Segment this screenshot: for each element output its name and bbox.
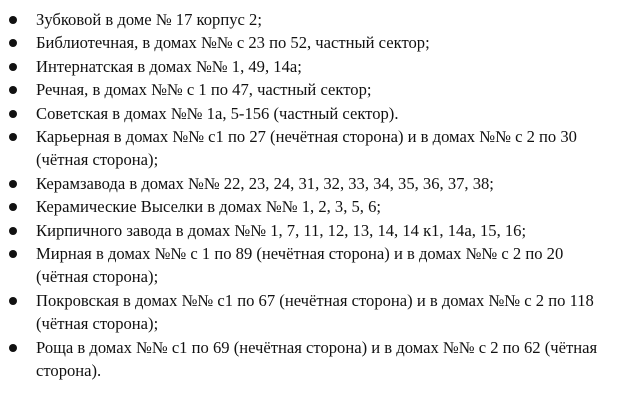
list-item-text: Керамзавода в домах №№ 22, 23, 24, 31, 32, 33, 34, 35, 36, 37, 38; xyxy=(36,173,494,193)
list-item xyxy=(0,336,620,383)
list-item xyxy=(0,125,620,172)
list-item-text: Речная, в домах №№ с 1 по 47, частный сектор; xyxy=(36,80,372,100)
list-item xyxy=(0,55,620,78)
list-item-text: Кирпичного завода в домах №№ 1, 7, 11, 12, 13, 14, 14 к1, 14а, 15, 16; xyxy=(36,220,527,240)
list-item xyxy=(0,219,620,242)
list-item xyxy=(0,289,620,336)
list-item-text: Керамические Выселки в домах №№ 1, 2, 3, 5, 6; xyxy=(36,197,382,217)
list-item-text: Библиотечная, в домах №№ с 23 по 52, частный сектор; xyxy=(36,33,430,53)
bullet-icon xyxy=(9,344,17,352)
bullet-icon xyxy=(9,133,17,141)
bullet-icon xyxy=(9,227,17,235)
list-item xyxy=(0,102,620,125)
bullet-icon xyxy=(9,63,17,71)
bullet-icon xyxy=(9,86,17,94)
bullet-icon xyxy=(9,110,17,118)
list-item-text: Интернатская в домах №№ 1, 49, 14а; xyxy=(36,56,302,76)
list-item xyxy=(0,195,620,218)
bullet-icon xyxy=(9,180,17,188)
list-item xyxy=(0,242,620,289)
bullet-icon xyxy=(9,203,17,211)
list-item-text: Роща в домах №№ с1 по 69 (нечётная сторона) и в домах №№ с 2 по 62 (чётная сторона). xyxy=(36,337,598,381)
bullet-icon xyxy=(9,250,17,258)
list-item-text: Зубковой в доме № 17 корпус 2; xyxy=(36,10,262,29)
bullet-icon xyxy=(9,297,17,305)
bullet-icon xyxy=(9,16,17,24)
list-item xyxy=(0,31,620,54)
list-item-text: Мирная в домах №№ с 1 по 89 (нечётная сторона) и в домах №№ с 2 по 20 (чётная сторона); xyxy=(36,244,564,287)
street-list xyxy=(0,8,620,383)
list-item xyxy=(0,172,620,195)
document-page xyxy=(0,8,620,383)
bullet-icon xyxy=(9,39,17,47)
list-item-text: Советская в домах №№ 1а, 5-156 (частный сектор). xyxy=(36,103,399,123)
list-item xyxy=(0,8,620,31)
list-item-text: Карьерная в домах №№ с1 по 27 (нечётная сторона) и в домах №№ с 2 по 30 (чётная сторона); xyxy=(36,127,577,170)
list-item-text: Покровская в домах №№ с1 по 67 (нечётная сторона) и в домах №№ с 2 по 118 (чётная сторона); xyxy=(36,290,594,334)
list-item xyxy=(0,78,620,101)
